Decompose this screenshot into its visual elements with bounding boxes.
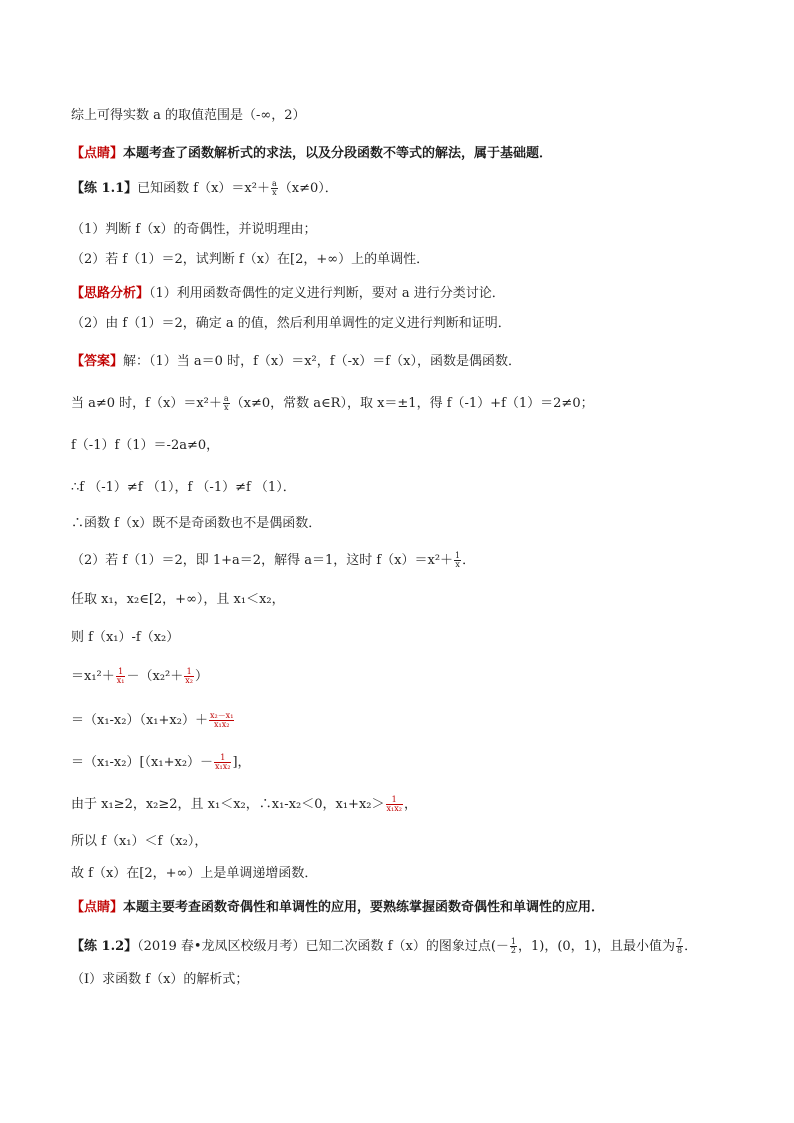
answer-case-text: 当 a≠0 时，f（x）＝x²＋: [71, 396, 222, 411]
exercise-text: （2019 春•龙凤区校级月考）已知二次函数 f（x）的图象过点(－: [137, 939, 509, 954]
part-2-tail: ．: [462, 553, 476, 568]
step-2-text: ＝（x₁-x₂）（x₁+x₂）＋: [71, 713, 208, 728]
part-2-text: （2）若 f（1）＝2，即 1+a＝2，解得 a＝1，这时 f（x）＝x²＋: [71, 553, 454, 568]
analysis-text: （1）利用函数奇偶性的定义进行判断，要对 a 进行分类讨论．: [149, 286, 505, 301]
step-1-mid: －（x₂²＋: [126, 669, 184, 684]
step-1: [71, 668, 208, 685]
monotonic-conclusion: 故 f（x）在[2，+∞）上是单调递增函数．: [71, 866, 318, 881]
step-1-tail: ）: [194, 669, 208, 684]
fraction-1-over-x1x2: $\frac{1}{\text{x₁x₂}}$: [215, 753, 231, 771]
analysis-tag: 【思路分析】: [71, 286, 150, 301]
step-1-text: ＝x₁²＋: [71, 669, 115, 684]
therefore-line: 所以 f（x₁）＜f（x₂），: [71, 834, 208, 849]
fraction-a-over-x: $\frac{a}{x}$: [271, 179, 277, 197]
remark-text: 本题考查了函数解析式的求法，以及分段函数不等式的解法，属于基础题．: [123, 146, 553, 161]
fraction-1-over-x2: $\frac{1}{\text{x₂}}$: [185, 667, 193, 685]
remark-text: 本题主要考查函数奇偶性和单调性的应用，要熟练掌握函数奇偶性和单调性的应用．: [123, 900, 605, 915]
step-3-text: ＝（x₁-x₂）[（x₁+x₂）－: [71, 755, 214, 770]
take-x1-x2: 任取 x₁，x₂∈[2，+∞），且 x₁＜x₂，: [71, 592, 285, 607]
remark-tag: 【点睛】: [71, 900, 124, 915]
step-2: [71, 712, 235, 729]
since-tail: ，: [403, 797, 417, 812]
fraction-7-over-8: $\frac{7}{8}$: [677, 937, 683, 955]
since-text: 由于 x₁≥2，x₂≥2，且 x₁＜x₂，∴x₁-x₂＜0，x₁+x₂＞: [71, 797, 385, 812]
step-3-tail: ]，: [232, 755, 251, 770]
exercise-1-2-title: [71, 938, 697, 955]
answer-text: 解：（1）当 a＝0 时，f（x）＝x²，f（-x）＝f（x），函数是偶函数．: [123, 354, 521, 369]
analysis: [71, 286, 505, 302]
difference-line: 则 f（x₁）-f（x₂）: [71, 630, 180, 645]
exercise-1-2-q1: （Ⅰ）求函数 f（x）的解析式；: [71, 972, 249, 987]
exercise-tag: 【练 1.1】: [71, 181, 138, 196]
inequality-line: ∴f （-1）≠f （1），f （-1）≠f （1）．: [71, 480, 296, 495]
remark-1: [71, 146, 552, 162]
analysis-2: （2）由 f（1）＝2，确定 a 的值，然后利用单调性的定义进行判断和证明．: [71, 316, 511, 331]
range-conclusion: 综上可得实数 a 的取值范围是（-∞，2）: [71, 108, 306, 123]
exercise-1-1-title: [71, 180, 338, 197]
fraction-1-over-2: $\frac{1}{2}$: [510, 937, 516, 955]
exercise-text-mid: ，1)，(0，1)，且最小值为: [517, 939, 676, 954]
answer-case-tail: （x≠0，常数 a∈R），取 x＝±1，得 f（-1）+f（1）＝2≠0；: [230, 396, 594, 411]
exercise-text-tail: （x≠0）．: [278, 181, 338, 196]
exercise-text-tail: ．: [684, 939, 698, 954]
exercise-tag: 【练 1.2】: [71, 939, 138, 954]
remark-tag: 【点睛】: [71, 146, 124, 161]
question-1: （1）判断 f（x）的奇偶性，并说明理由；: [71, 222, 317, 237]
fraction-a-over-x: $\frac{a}{x}$: [223, 394, 229, 412]
question-2: （2）若 f（1）＝2，试判断 f（x）在[2，+∞）上的单调性．: [71, 252, 430, 267]
remark-2: [71, 900, 604, 916]
fraction-1-over-x1: $\frac{1}{\text{x₁}}$: [116, 667, 125, 685]
part-2-solution: [71, 552, 475, 569]
fraction-1-over-x: $\frac{1}{x}$: [455, 551, 461, 569]
fraction-1-over-x1x2: $\frac{1}{\text{x₁x₂}}$: [386, 795, 402, 813]
since-line: [71, 796, 417, 813]
conclusion-part-1: ∴函数 f（x）既不是奇函数也不是偶函数．: [71, 516, 322, 531]
answer-case-a-nonzero: [71, 395, 594, 412]
fraction-x2-minus-x1: $\frac{\text{x₂－x₁}}{\text{x₁x₂}}$: [209, 711, 234, 729]
product-line: f（-1）f（1）＝-2a≠0，: [71, 438, 220, 453]
exercise-text: 已知函数 f（x）＝x²＋: [137, 181, 270, 196]
answer-start: [71, 354, 521, 370]
step-3: [71, 754, 251, 771]
answer-tag: 【答案】: [71, 354, 124, 369]
